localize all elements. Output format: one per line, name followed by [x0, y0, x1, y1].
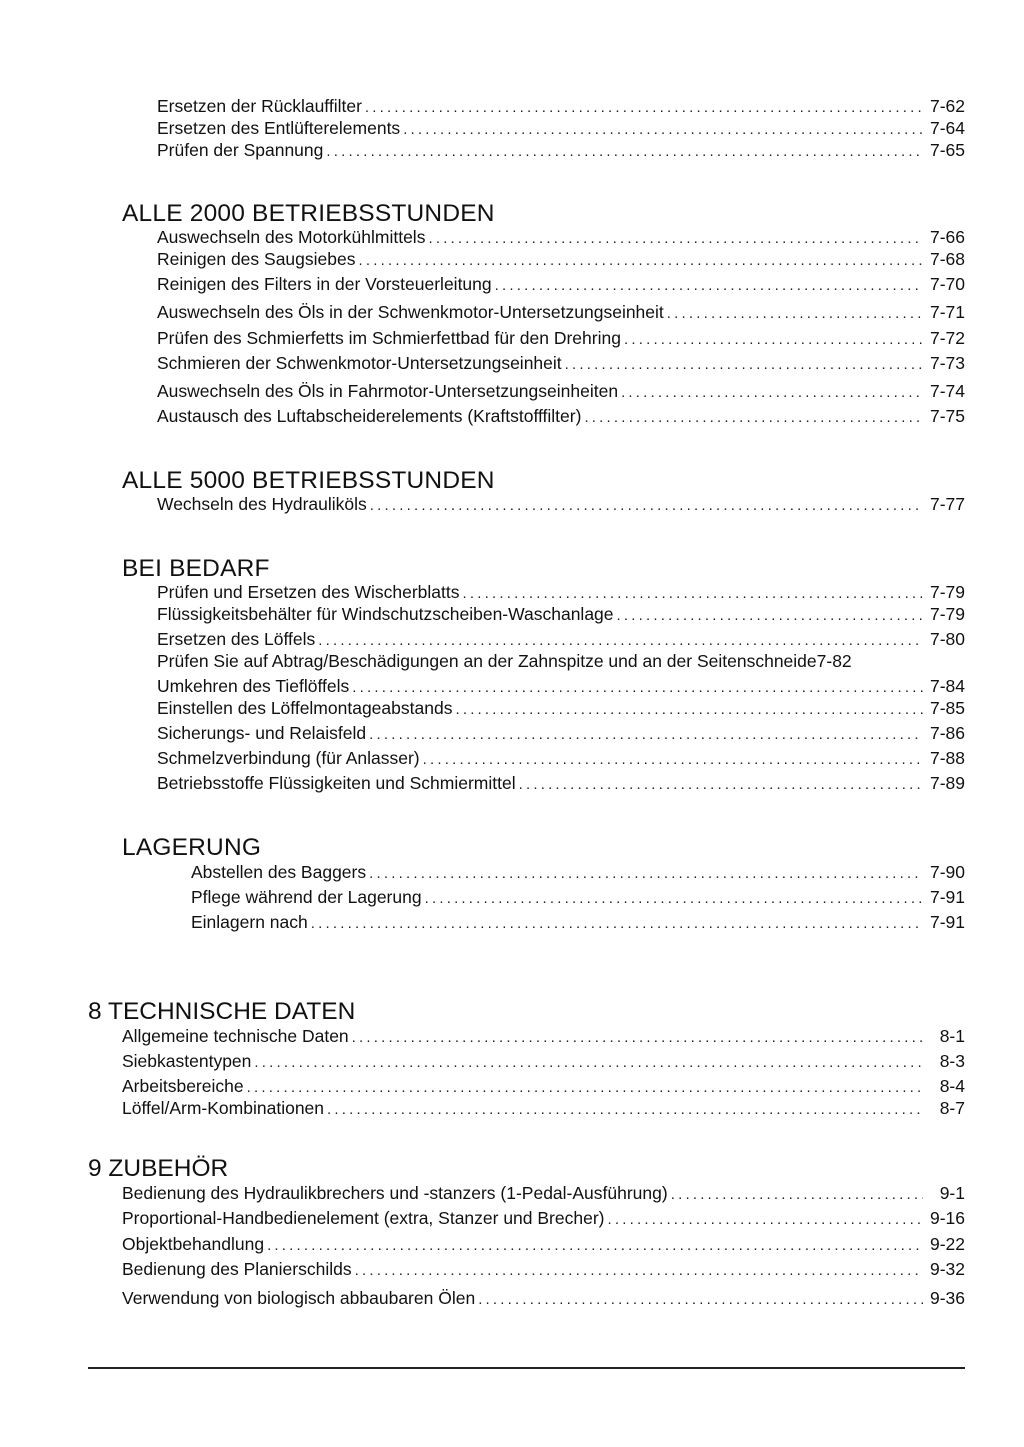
toc-entry[interactable]: [122, 1258, 965, 1280]
toc-entry-title: Prüfen und Ersetzen des Wischerblatts: [157, 582, 460, 602]
toc-entry-page: 9-32: [929, 1259, 965, 1279]
dot-leader: [352, 1027, 923, 1049]
toc-entry[interactable]: [157, 581, 965, 603]
toc-entry-title: Austausch des Luftabscheiderelements (Kraftstofffilter): [157, 406, 582, 426]
toc-entry[interactable]: [157, 405, 965, 427]
toc-entry-title: Wechseln des Hydrauliköls: [157, 494, 367, 514]
toc-entry[interactable]: [157, 772, 965, 794]
toc-entry[interactable]: [191, 886, 965, 908]
dot-leader: [370, 495, 923, 517]
section-heading: ALLE 5000 BETRIEBSSTUNDEN: [122, 467, 495, 494]
toc-entry[interactable]: [157, 226, 965, 248]
toc-entry[interactable]: [157, 301, 965, 323]
dot-leader: [423, 749, 923, 771]
dot-leader: [671, 1184, 923, 1206]
toc-entry-title: Einstellen des Löffelmontageabstands: [157, 698, 453, 718]
toc-entry-page: 7-85: [929, 698, 965, 718]
toc-entry[interactable]: [122, 1097, 965, 1119]
toc-entry-title: Schmelzverbindung (für Anlasser): [157, 748, 420, 768]
dot-leader: [358, 250, 923, 272]
toc-entry[interactable]: [157, 628, 965, 650]
toc-entry-page: 7-89: [929, 773, 965, 793]
toc-entry-page: 8-7: [939, 1098, 965, 1118]
dot-leader: [355, 1260, 923, 1282]
toc-entry-title: Auswechseln des Öls in Fahrmotor-Untersetzungseinheiten: [157, 381, 619, 401]
toc-entry[interactable]: [122, 1025, 965, 1047]
dot-leader: [327, 1099, 923, 1121]
toc-entry[interactable]: [191, 861, 965, 883]
dot-leader: [369, 724, 923, 746]
toc-entry-title: Schmieren der Schwenkmotor-Untersetzungseinheit: [157, 353, 562, 373]
toc-entry-title: Ersetzen der Rücklauffilter: [157, 96, 362, 116]
dot-leader: [352, 677, 923, 699]
dot-leader: [455, 699, 923, 721]
toc-entry-title: Prüfen der Spannung: [157, 140, 324, 160]
dot-leader: [478, 1289, 923, 1311]
toc-entry[interactable]: [157, 248, 965, 270]
toc-entry-title: Ersetzen des Entlüfterelements: [157, 118, 401, 138]
toc-entry-title: Siebkastentypen: [122, 1051, 252, 1071]
toc-entry[interactable]: [157, 722, 965, 744]
toc-entry-page: 7-91: [929, 887, 965, 907]
dot-leader: [608, 1209, 924, 1231]
toc-entry-page: 7-79: [929, 582, 965, 602]
dot-leader: [428, 228, 923, 250]
toc-entry-page: 7-79: [929, 604, 965, 624]
toc-entry-title: Betriebsstoffe Flüssigkeiten und Schmiermittel: [157, 773, 516, 793]
toc-entry-title: Prüfen Sie auf Abtrag/Beschädigungen an der Zahnspitze und an der Seitenschneide: [157, 651, 817, 671]
dot-leader: [519, 774, 923, 796]
toc-entry-title: Sicherungs- und Relaisfeld: [157, 723, 367, 743]
toc-entry[interactable]: [122, 1182, 965, 1204]
toc-entry-title: Einlagern nach: [191, 912, 308, 932]
toc-entry-title: Arbeitsbereiche: [122, 1076, 244, 1096]
toc-entry[interactable]: [122, 1075, 965, 1097]
toc-entry[interactable]: [157, 493, 965, 515]
dot-leader: [267, 1235, 923, 1257]
toc-entry-page: 7-74: [929, 381, 965, 401]
dot-leader: [311, 913, 923, 935]
dot-leader: [318, 630, 923, 652]
dot-leader: [667, 303, 923, 325]
toc-entry-title: Allgemeine technische Daten: [122, 1026, 349, 1046]
toc-entry-title: Bedienung des Hydraulikbrechers und -stanzers (1-Pedal-Ausführung): [122, 1183, 668, 1203]
toc-entry-page: 7-75: [929, 406, 965, 426]
toc-entry-page: 8-4: [939, 1076, 965, 1096]
toc-entry[interactable]: [122, 1207, 965, 1229]
dot-leader: [463, 583, 923, 605]
toc-entry[interactable]: [157, 675, 965, 697]
toc-entry-title: Flüssigkeitsbehälter für Windschutzscheiben-Waschanlage: [157, 604, 614, 624]
toc-entry-page: 7-62: [929, 96, 965, 116]
dot-leader: [365, 97, 923, 119]
dot-leader: [369, 863, 923, 885]
toc-entry-page: 7-88: [929, 748, 965, 768]
toc-entry[interactable]: [122, 1287, 965, 1309]
toc-entry[interactable]: [157, 380, 965, 402]
toc-entry[interactable]: [157, 139, 965, 161]
toc-entry-page: 7-70: [929, 274, 965, 294]
toc-entry[interactable]: [191, 911, 965, 933]
toc-entry-page: 7-91: [929, 912, 965, 932]
toc-entry-page: 7-77: [929, 494, 965, 514]
toc-entry[interactable]: [157, 95, 965, 117]
dot-leader: [247, 1077, 923, 1099]
dot-leader: [621, 382, 923, 404]
dot-leader: [565, 354, 923, 376]
toc-entry-page: 7-86: [929, 723, 965, 743]
toc-entry[interactable]: [157, 273, 965, 295]
chapter-heading: 8 TECHNISCHE DATEN: [88, 998, 356, 1025]
toc-entry-page: 7-82: [816, 651, 852, 671]
toc-entry-page: 7-65: [929, 140, 965, 160]
chapter-heading: 9 ZUBEHÖR: [88, 1155, 229, 1182]
toc-entry-page: 8-1: [939, 1026, 965, 1046]
toc-entry-title: Reinigen des Filters in der Vorsteuerleitung: [157, 274, 492, 294]
toc-entry-title: Umkehren des Tieflöffels: [157, 676, 350, 696]
section-heading: ALLE 2000 BETRIEBSSTUNDEN: [122, 200, 495, 227]
toc-entry-page: 7-64: [929, 118, 965, 138]
toc-entry-page: 7-73: [929, 353, 965, 373]
toc-entry[interactable]: [157, 603, 965, 625]
toc-entry-title: Löffel/Arm-Kombinationen: [122, 1098, 325, 1118]
toc-entry-page: 7-80: [929, 629, 965, 649]
toc-entry-page: 9-16: [929, 1208, 965, 1228]
toc-entry[interactable]: [157, 650, 965, 672]
toc-entry-page: 8-3: [939, 1051, 965, 1071]
toc-entry[interactable]: [157, 352, 965, 374]
toc-entry-title: Auswechseln des Motorkühlmittels: [157, 227, 426, 247]
toc-entry-title: Auswechseln des Öls in der Schwenkmotor-Untersetzungseinheit: [157, 302, 664, 322]
toc-entry-page: 7-68: [929, 249, 965, 269]
toc-entry-page: 7-71: [929, 302, 965, 322]
toc-entry[interactable]: [157, 117, 965, 139]
dot-leader: [326, 141, 923, 163]
toc-entry[interactable]: [157, 327, 965, 349]
toc-entry-title: Verwendung von biologisch abbaubaren Ölen: [122, 1288, 476, 1308]
section-heading: LAGERUNG: [122, 834, 262, 861]
toc-entry-page: 9-22: [929, 1234, 965, 1254]
toc-entry[interactable]: [122, 1233, 965, 1255]
dot-leader: [624, 329, 923, 351]
toc-entry-title: Pflege während der Lagerung: [191, 887, 422, 907]
toc-entry-title: Reinigen des Saugsiebes: [157, 249, 356, 269]
toc-entry-title: Proportional-Handbedienelement (extra, Stanzer und Brecher): [122, 1208, 605, 1228]
dot-leader: [254, 1052, 923, 1074]
dot-leader: [425, 888, 923, 910]
toc-entry-page: 7-90: [929, 862, 965, 882]
toc-entry-page: 7-84: [929, 676, 965, 696]
dot-leader: [584, 407, 923, 429]
toc-entry-page: 7-66: [929, 227, 965, 247]
toc-entry-title: Bedienung des Planierschilds: [122, 1259, 352, 1279]
dot-leader: [617, 605, 923, 627]
footer-divider: [88, 1367, 965, 1369]
toc-entry[interactable]: [157, 697, 965, 719]
section-heading: BEI BEDARF: [122, 555, 270, 582]
toc-entry-title: Abstellen des Baggers: [191, 862, 367, 882]
toc-entry[interactable]: [122, 1050, 965, 1072]
toc-entry[interactable]: [157, 747, 965, 769]
dot-leader: [403, 119, 923, 141]
toc-entry-title: Prüfen des Schmierfetts im Schmierfettbad für den Drehring: [157, 328, 621, 348]
toc-entry-title: Ersetzen des Löffels: [157, 629, 316, 649]
dot-leader: [495, 275, 923, 297]
toc-entry-page: 7-72: [929, 328, 965, 348]
toc-entry-title: Objektbehandlung: [122, 1234, 265, 1254]
toc-entry-page: 9-36: [929, 1288, 965, 1308]
toc-entry-page: 9-1: [939, 1183, 965, 1203]
